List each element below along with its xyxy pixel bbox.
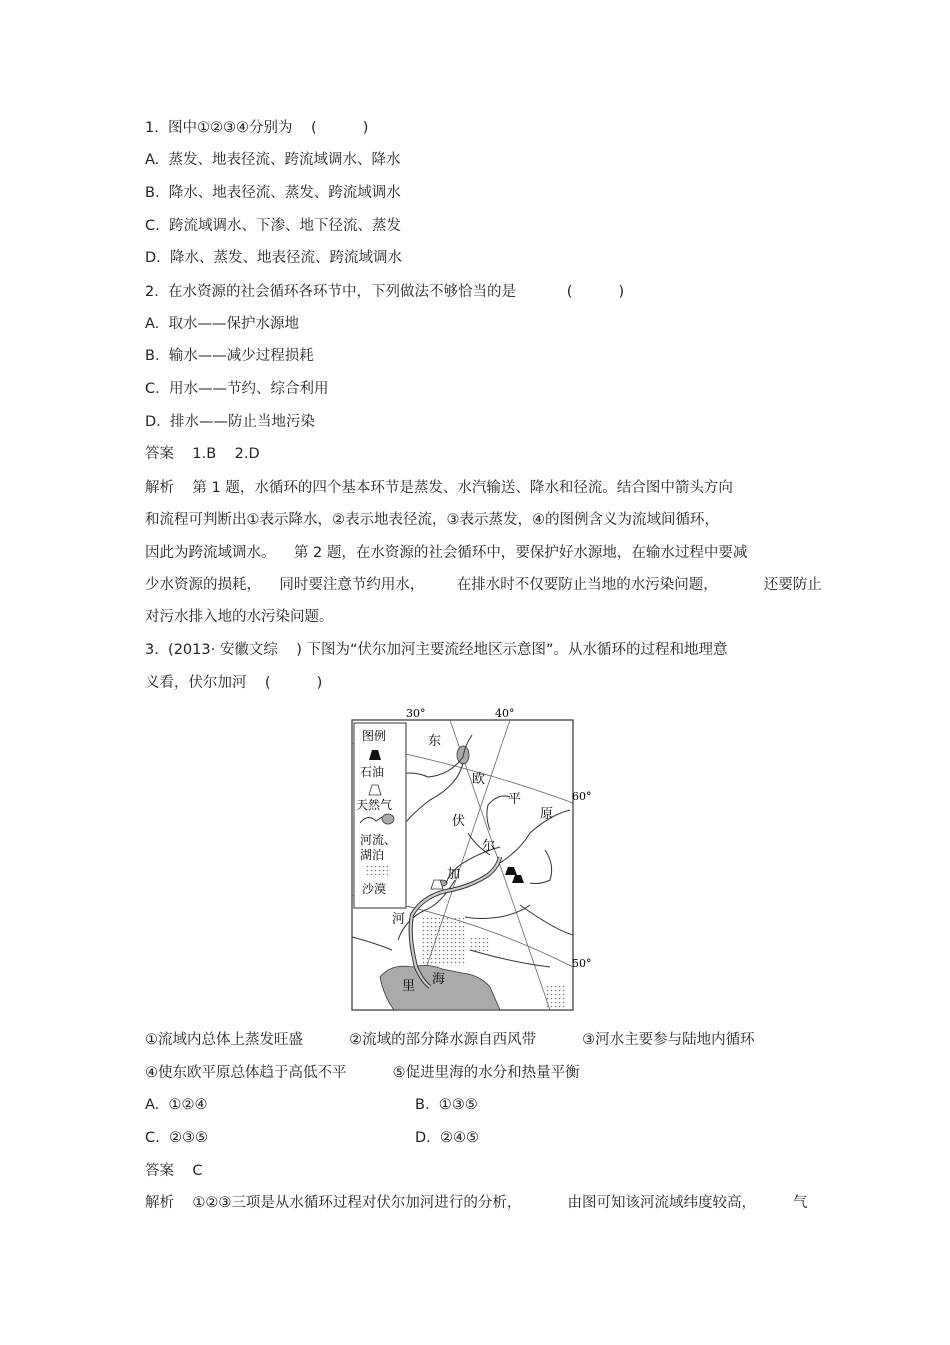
q1-option-a: A. 蒸发、地表径流、跨流域调水、降水 (145, 152, 401, 168)
analysis-q3: 解析 ①②③三项是从水循环过程对伏尔加河进行的分析， 由图可知该河流域纬度较高， 气 (145, 1195, 808, 1211)
q2-option-b: B. 输水——减少过程损耗 (145, 348, 314, 364)
q2-option-d: D. 排水——防止当地污染 (145, 414, 315, 430)
desert-area (422, 918, 466, 966)
lon-label-30: 30° (406, 707, 426, 720)
q3-statements-line-1: ①流域内总体上蒸发旺盛 ②流域的部分降水源自西风带 ③河水主要参与陆地内循环 (145, 1032, 755, 1048)
q3-statements-line-2: ④使东欧平原总体趋于高低不平 ⑤促进里海的水分和热量平衡 (145, 1065, 580, 1081)
q3-option-d: D. ②④⑤ (415, 1130, 479, 1146)
q1-option-c: C. 跨流域调水、下渗、地下径流、蒸发 (145, 218, 401, 234)
q2-option-a: A. 取水——保护水源地 (145, 316, 299, 332)
q1-option-b: B. 降水、地表径流、蒸发、跨流域调水 (145, 185, 401, 201)
legend-gas-label: 天然气 (356, 798, 393, 812)
analysis-line-5: 对污水排入地的水污染问题。 (145, 609, 334, 625)
legend-title: 图例 (362, 729, 387, 743)
map-label-he: 河 (392, 912, 406, 927)
desert-area (546, 985, 566, 1009)
legend-river-label-1: 河流、 (360, 833, 397, 847)
volga-river-map (350, 705, 605, 1015)
lat-label-50: 50° (572, 957, 592, 970)
map-label-ou: 欧 (472, 772, 486, 787)
map-label-li: 里 (402, 979, 416, 994)
map-label-jia: 加 (447, 867, 461, 882)
q2-option-c: C. 用水——节约、综合利用 (145, 381, 329, 397)
analysis-line-4: 少水资源的损耗， 同时要注意节约用水， 在排水时不仅要防止当地的水污染问题， 还要防止 (145, 577, 822, 593)
legend-desert-icon (366, 865, 388, 875)
legend-desert-label: 沙漠 (362, 882, 387, 896)
q3-stem-line-1: 3. (2013· 安徽文综 ) 下图为“伏尔加河主要流经地区示意图”。从水循环的过程和地理意 (145, 642, 728, 658)
q1-option-d: D. 降水、蒸发、地表径流、跨流域调水 (145, 250, 402, 266)
lat-label-60: 60° (572, 790, 592, 803)
q3-option-b: B. ①③⑤ (415, 1097, 478, 1113)
map-label-fu: 伏 (452, 814, 466, 829)
q3-option-c: C. ②③⑤ (145, 1130, 208, 1146)
q3-option-a: A. ①②④ (145, 1097, 208, 1113)
analysis-line-2: 和流程可判断出①表示降水，②表示地表径流，③表示蒸发，④的图例含义为流域间循环， (145, 512, 719, 528)
analysis-line-3: 因此为跨流域调水。 第 2 题，在水资源的社会循环中，要保护好水源地，在输水过程中要减 (145, 545, 748, 561)
map-label-ping: 平 (508, 792, 522, 807)
map-label-yuan: 原 (540, 807, 554, 822)
lon-label-40: 40° (495, 707, 515, 720)
answer-q3: 答案 C (145, 1163, 203, 1179)
legend-oil-label: 石油 (360, 765, 385, 779)
analysis-line-1: 解析 第 1 题，水循环的四个基本环节是蒸发、水汽输送、降水和径流。结合图中箭头方向 (145, 480, 733, 496)
legend-lake-icon (382, 814, 394, 824)
q3-stem-line-2: 义看，伏尔加河 ( ) (145, 675, 323, 691)
answer-q1-q2: 答案 1.B 2.D (145, 446, 260, 462)
legend-box (354, 723, 406, 908)
map-label-dong: 东 (428, 734, 442, 749)
desert-area (470, 937, 490, 951)
q2-stem: 2. 在水资源的社会循环各环节中，下列做法不够恰当的是 ( ) (145, 284, 625, 300)
legend-river-label-2: 湖泊 (360, 848, 385, 862)
q1-stem: 1. 图中①②③④分别为 ( ) (145, 120, 369, 136)
map-label-hai: 海 (432, 972, 446, 987)
map-label-er: 尔 (482, 839, 496, 854)
